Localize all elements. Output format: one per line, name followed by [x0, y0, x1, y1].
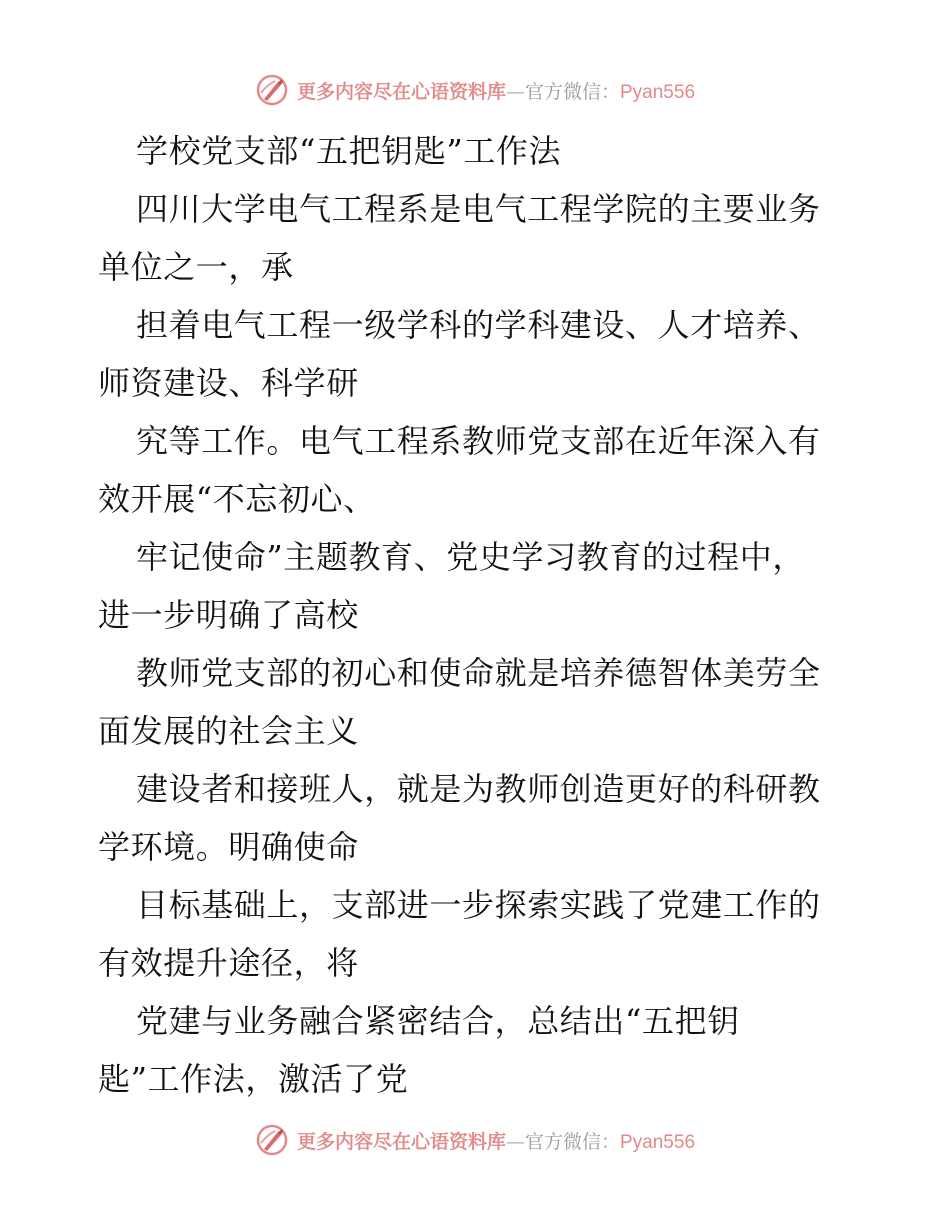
paragraph-line: 有效提升途径，将 — [98, 944, 359, 982]
paragraph-line: 师资建设、科学研 — [98, 364, 359, 402]
paragraph-line: 目标基础上，支部进一步探索实践了党建工作的 — [136, 886, 821, 924]
banner-wechat-id: Pyan556 — [620, 81, 696, 103]
banner-brand: 更多内容尽在心语资料库 — [296, 1130, 506, 1153]
paragraph-line: 匙”工作法，激活了党 — [98, 1060, 409, 1098]
paragraph-line: 学环境。明确使命 — [98, 828, 359, 866]
banner-brand: 更多内容尽在心语资料库 — [296, 80, 506, 103]
banner-text — [297, 1127, 695, 1154]
paragraph-line: 四川大学电气工程系是电气工程学院的主要业务 — [136, 190, 821, 228]
paragraph-line: 效开展“不忘初心、 — [98, 480, 376, 518]
banner-text — [297, 77, 695, 104]
document-body — [98, 122, 858, 1108]
paragraph-line: 牢记使命”主题教育、党史学习教育的过程中， — [136, 538, 805, 576]
banner-separator: — — [505, 1130, 525, 1153]
document-title: 学校党支部“五把钥匙”工作法 — [136, 132, 562, 170]
paragraph-line: 进一步明确了高校 — [98, 596, 359, 634]
footer-banner — [0, 1120, 950, 1160]
pen-feather-logo-icon — [255, 1123, 289, 1157]
banner-label: 官方微信： — [524, 80, 620, 103]
paragraph-line: 党建与业务融合紧密结合，总结出“五把钥 — [136, 1002, 740, 1040]
paragraph-line: 究等工作。电气工程系教师党支部在近年深入有 — [136, 422, 821, 460]
paragraph-line: 教师党支部的初心和使命就是培养德智体美劳全 — [136, 654, 821, 692]
paragraph-line: 面发展的社会主义 — [98, 712, 359, 750]
header-banner — [0, 70, 950, 110]
banner-label: 官方微信： — [524, 1130, 620, 1153]
banner-wechat-id: Pyan556 — [620, 1131, 696, 1153]
paragraph-line: 单位之一，承 — [98, 248, 294, 286]
banner-separator: — — [505, 80, 525, 103]
paragraph-line: 担着电气工程一级学科的学科建设、人才培养、 — [136, 306, 821, 344]
pen-feather-logo-icon — [255, 73, 289, 107]
paragraph-line: 建设者和接班人，就是为教师创造更好的科研教 — [136, 770, 821, 808]
